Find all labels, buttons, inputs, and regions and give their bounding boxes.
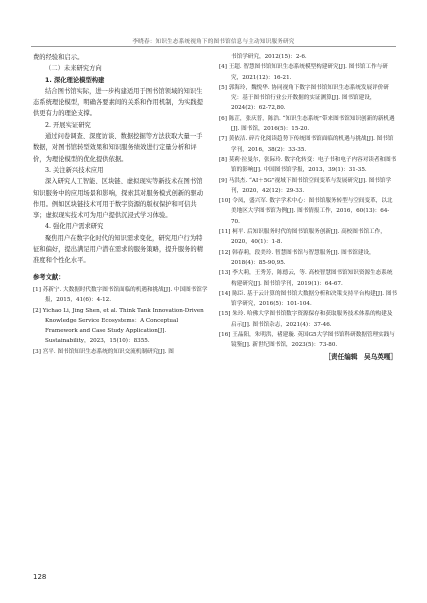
body-paragraph: 结合图书馆实际，进一步构建适用于图书馆领域的知识生态系统理论模型，明确各要素间的关系和作用机制，为实践提供更有力的理论支撑。 (33, 87, 204, 118)
reference-item: [6] 陈芷，张庆普，陈浩. “知识生态系统”带来图书馆知识创新的新机遇[J]. 图书馆，2016(5)：15-20. (219, 115, 395, 133)
body-paragraph: 深入研究人工智能、区块链、虚拟现实等新技术在图书馆知识服务中的应用场景和影响，探索其对服务模式创新的驱动作用。例如区块链技术可用于数字资源的版权保护和可信共享；虚拟现实技术可为用户提供沉浸式学习体验。 (33, 178, 204, 220)
reference-item: [13] 李大莉，王秀芳，陈德云，等. 高校智慧图书馆知识资源生态系统构建研究[J]. 图书馆学刊，2019(1)：64-67. (219, 270, 393, 287)
reference-item: [7] 黄依洁. 碎片化阅读趋势下传统图书馆面临的机遇与挑战[J]. 图书馆学刊，2016，38(2)：33-35. (219, 136, 394, 153)
reference-item: [14] 陈臣. 基于云计算的图书馆大数据分析和决策支持平台构建[J]. 图书馆学研究，2016(5)：101-104. (219, 290, 398, 308)
reference-item: [9] 马洪杰. “AI＋5G”视域下图书馆空间变革与发展研究[J]. 图书馆学刊，2020，42(12)：29-33. (219, 177, 392, 194)
reference-item: [8] 莫莉·拉曼尔，张际玲. 数字化转变：电子书和电子内容对读者和图书馆的影响[J]. 中国图书馆学报，2013，39(1)：31-35. (219, 156, 397, 174)
body-paragraph: （二）未来研究方向 (45, 65, 102, 73)
reference-item: [3] 宫平. 图书馆知识生态系统的知识交流机制研究[J]. 图 (33, 348, 174, 355)
body-paragraph: 聚焦用户在数字化时代的知识需求变化，研究用户行为特征和偏好，提出满足用户潜在需求的服务策略，提升服务的精准度和个性化水平。 (33, 234, 204, 265)
reference-item: [4] 王超. 智慧图书馆知识生态系统模型构建研究[J]. 图书馆工作与研究，2021(12)：16-21. (219, 64, 388, 81)
reference-item: [11] 柯平. 后知识服务时代的图书馆服务创新[J]. 高校图书馆工作，2020，40(1)：1-8. (219, 229, 386, 246)
running-header: 李晓春：知识生态系统视角下的图书馆信息与主动知识服务研究 (132, 39, 295, 45)
reference-item: [12] 韩春莉，段美玲. 智慧图书馆与智慧服务[J]. 图书馆建设，2018(4)：85-90,95. (219, 249, 375, 266)
page-number: 128 (33, 573, 47, 581)
reference-item: [1] 苏新宁. 大数据时代数字图书馆面临的机遇和挑战[J]. 中国图书馆学报，2015，41(6)：4-12. (33, 286, 208, 304)
reference-item: [2] Yichao Li, Jing Shen, et al. Think Tank Innovation-Driven Knowledge Service Ecosystems：A Conceptual Framework and Case Study Application[J]. Sustainability，2023，15(10)：8355. (33, 307, 204, 345)
body-paragraph: 4. 强化用户需求研究 (45, 223, 104, 231)
right-column (219, 52, 397, 363)
body-paragraph: 2. 开展实证研究 (45, 121, 91, 129)
references-heading: 参考文献： (33, 273, 65, 281)
body-paragraph: 费的经验和启示。 (33, 54, 84, 61)
reference-item: [16] 王晶阳，朱明洪，褚建璇. 英国G5大学图书馆科研数据管理实践与镜鉴[J]. 新世纪图书馆，2023(5)：73-80. (219, 332, 395, 349)
reference-item: [5] 郭海玲，魏悦华. 协同视角下数字图书馆知识生态系统发展评价研究：基于图书馆行业公开数据的实证测算[J]. 图书馆建设，2024(2)：62-72,80. (219, 84, 389, 112)
reference-item: [10] 令凤，盛兴军. 数字学术中心：图书馆服务转型与空间变革，以北美地区大学图书馆为例[J]. 图书情报工作，2016，60(13)：64-70. (219, 198, 393, 225)
editor-note: ［责任编辑 吴乌英嘎］ (324, 352, 397, 361)
body-paragraph: 3. 关注新兴技术应用 (45, 166, 104, 174)
body-paragraph: 通过问卷调查、深度访谈、数据挖掘等方法获取大量一手数据，对图书馆转型效果和知识服务绩效进行定量分析和评价，为理论模型的优化提供依据。 (33, 133, 203, 163)
left-column (33, 52, 208, 357)
reference-item: 书馆学研究，2012(15)：2-6. (231, 54, 307, 60)
header-rule (31, 46, 396, 47)
section-heading: 1. 深化理论模型构建 (45, 76, 105, 84)
reference-item: [15] 朱玲. 哈佛大学图书馆数字资源保存和获取服务技术体系的构建及启示[J]. 图书馆杂志，2021(4)：37-46. (219, 311, 393, 328)
